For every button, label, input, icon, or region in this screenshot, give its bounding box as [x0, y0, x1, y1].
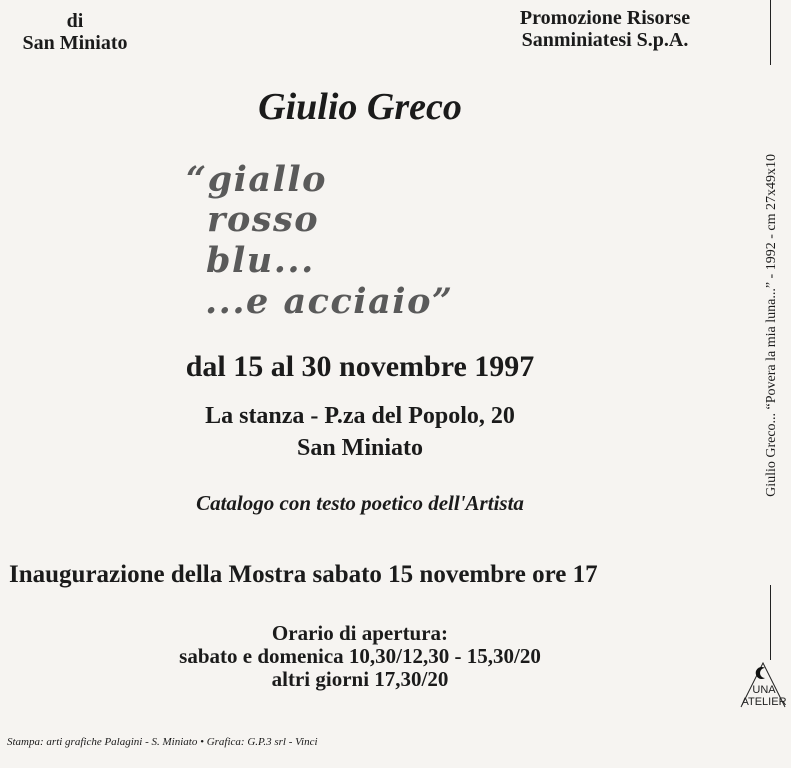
- exhibition-dates: dal 15 al 30 novembre 1997: [185, 350, 535, 383]
- catalog-note: Catalogo con testo poetico dell'Artista: [196, 491, 524, 515]
- printer-credits: Stampa: arti grafiche Palagini - S. Miniato • Grafica: G.P.3 srl - Vinci: [7, 736, 318, 748]
- header-left-line-2: San Miniato: [22, 32, 128, 54]
- venue-address: La stanza - P.za del Popolo, 20: [205, 403, 515, 429]
- header-right-line-2: Sanminiatesi S.p.A.: [521, 29, 689, 51]
- header-left-line-1: di: [66, 10, 84, 32]
- exhibition-title-line-4: ...e acciaio”: [205, 281, 454, 322]
- venue-city: San Miniato: [296, 435, 424, 461]
- exhibition-title-line-2: rosso: [207, 199, 320, 240]
- side-caption-container: [760, 65, 784, 585]
- crescent-moon-icon: [756, 667, 765, 679]
- header-right: [490, 7, 720, 51]
- atelier-logo: [735, 660, 791, 710]
- exhibition-title-line-3: blu...: [206, 240, 315, 281]
- exhibition-title-line-1: “giallo: [186, 159, 328, 200]
- opening-announcement: Inaugurazione della Mostra sabato 15 novembre ore 17: [9, 561, 598, 588]
- opening-hours-weekdays: altri giorni 17,30/20: [271, 667, 449, 691]
- opening-hours-title: Orario di apertura:: [271, 621, 449, 645]
- opening-hours-weekend: sabato e domenica 10,30/12,30 - 15,30/20: [179, 644, 541, 668]
- logo-text-una: UNA: [752, 684, 776, 696]
- logo-text-atelier: ATELIER: [741, 696, 787, 708]
- artist-name: Giulio Greco: [258, 86, 462, 128]
- header-left: [0, 10, 150, 54]
- header-right-line-1: Promozione Risorse: [519, 7, 691, 29]
- artwork-caption: Giulio Greco... “Povera la mia luna...” - 1992 - cm 27x49x10: [764, 153, 779, 497]
